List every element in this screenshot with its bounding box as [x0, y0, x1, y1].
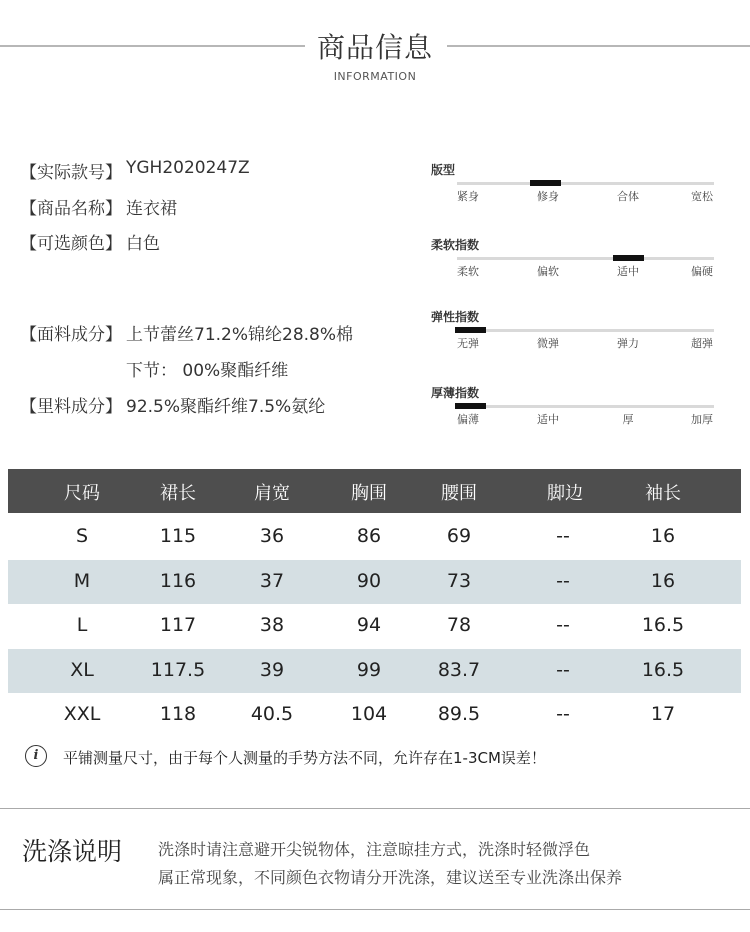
table-cell: 37 — [259, 569, 285, 592]
info-lining — [20, 392, 326, 417]
table-cell: XXL — [63, 703, 101, 726]
table-cell: -- — [556, 525, 570, 547]
index-level-label: 偏硬 — [691, 265, 713, 278]
table-cell: 36 — [259, 525, 285, 547]
index-title: 版型 — [431, 163, 456, 177]
info-style-no — [20, 158, 250, 183]
table-cell: 38 — [259, 614, 285, 637]
info-value: 上节蕾丝71.2%锦纶28.8%棉 — [126, 325, 354, 345]
info-icon: i — [25, 745, 47, 767]
table-cell: 16.5 — [641, 658, 685, 681]
info-color — [20, 229, 160, 254]
info-value: YGH2020247Z — [126, 158, 250, 178]
table-cell: 89.5 — [437, 703, 481, 726]
index-level-label: 无弹 — [457, 337, 479, 350]
table-cell: -- — [556, 569, 570, 592]
index-marker — [455, 403, 486, 409]
table-cell: 115 — [159, 525, 197, 547]
index-level-label: 厚 — [622, 413, 634, 426]
info-label: 【里料成分】 — [20, 397, 122, 417]
table-row — [8, 649, 741, 693]
index-level-label: 合体 — [617, 190, 639, 203]
table-cell: M — [73, 569, 91, 592]
column-header: 尺码 — [64, 483, 100, 504]
table-cell: 118 — [159, 703, 197, 726]
index-title: 厚薄指数 — [431, 386, 480, 400]
index-level-label: 修身 — [537, 190, 559, 203]
table-cell: 78 — [446, 614, 472, 637]
index-marker — [530, 180, 561, 186]
column-header: 脚边 — [547, 483, 583, 504]
index-level-label: 加厚 — [691, 413, 713, 426]
page-title: 商品信息 — [316, 31, 433, 64]
index-title: 弹性指数 — [431, 310, 480, 324]
index-level-label: 微弹 — [537, 337, 559, 350]
index-level-label: 适中 — [617, 265, 639, 278]
table-cell: -- — [556, 614, 570, 637]
table-cell: 40.5 — [250, 703, 294, 726]
table-cell: 117 — [159, 614, 197, 637]
table-cell: 99 — [356, 658, 382, 681]
index-marker — [455, 327, 486, 333]
index-track — [457, 405, 714, 408]
table-cell: 16 — [650, 569, 676, 592]
table-cell: 90 — [356, 569, 382, 592]
table-row — [8, 693, 741, 737]
info-label: 【可选颜色】 — [20, 234, 122, 254]
table-cell: L — [76, 614, 88, 637]
table-cell: -- — [556, 658, 570, 681]
table-cell: 73 — [446, 569, 472, 592]
table-cell: 86 — [356, 525, 382, 547]
table-cell: 39 — [259, 658, 285, 681]
index-track — [457, 329, 714, 332]
info-fabric — [20, 320, 354, 345]
column-header: 胸围 — [351, 483, 387, 504]
size-table-header — [8, 469, 741, 513]
info-value: 连衣裙 — [126, 199, 177, 219]
note-text: 平铺测量尺寸，由于每个人测量的手势方法不同，允许存在1-3CM误差！ — [63, 749, 546, 767]
info-value: 92.5%聚酯纤维7.5%氨纶 — [126, 397, 326, 417]
washing-title: 洗涤说明 — [22, 837, 123, 866]
column-header: 袖长 — [645, 483, 681, 504]
index-level-label: 偏软 — [537, 265, 559, 278]
table-cell: S — [75, 525, 89, 547]
washing-text-line: 属正常现象，不同颜色衣物请分开洗涤，建议送至专业洗涤出保养 — [158, 868, 623, 887]
table-cell: -- — [556, 703, 570, 726]
index-level-label: 宽松 — [691, 190, 713, 203]
info-label: 【实际款号】 — [20, 163, 122, 183]
info-label: 【商品名称】 — [20, 199, 122, 219]
table-cell: 94 — [356, 614, 382, 637]
info-label: 【面料成分】 — [20, 325, 122, 345]
table-row — [8, 560, 741, 604]
index-level-label: 柔软 — [457, 265, 479, 278]
table-row — [8, 515, 741, 559]
table-cell: 69 — [446, 525, 472, 547]
page-subtitle: INFORMATION — [333, 70, 417, 83]
column-header: 肩宽 — [254, 483, 290, 504]
table-cell: 117.5 — [150, 658, 206, 681]
washing-text-line: 洗涤时请注意避开尖锐物体，注意晾挂方式，洗涤时轻微浮色 — [158, 840, 591, 859]
index-level-label: 超弹 — [691, 337, 713, 350]
index-track — [457, 182, 714, 185]
table-cell: XL — [70, 658, 94, 681]
section-divider — [0, 808, 750, 809]
section-divider — [0, 909, 750, 910]
table-cell: 116 — [159, 569, 197, 592]
index-track — [457, 257, 714, 260]
index-level-label: 紧身 — [457, 190, 479, 203]
index-marker — [613, 255, 644, 261]
column-header: 裙长 — [160, 483, 196, 504]
table-cell: 16 — [650, 525, 676, 547]
info-value: 下节： 00%聚酯纤维 — [126, 361, 289, 381]
info-product-name — [20, 194, 177, 219]
table-cell: 83.7 — [437, 658, 481, 681]
info-value: 白色 — [126, 234, 160, 254]
table-row — [8, 604, 741, 648]
index-level-label: 偏薄 — [457, 413, 479, 426]
table-cell: 17 — [650, 703, 676, 726]
index-level-label: 适中 — [537, 413, 559, 426]
index-level-label: 弹力 — [617, 337, 639, 350]
index-title: 柔软指数 — [431, 238, 480, 252]
column-header: 腰围 — [441, 483, 477, 504]
table-cell: 104 — [350, 703, 388, 726]
table-cell: 16.5 — [641, 614, 685, 637]
